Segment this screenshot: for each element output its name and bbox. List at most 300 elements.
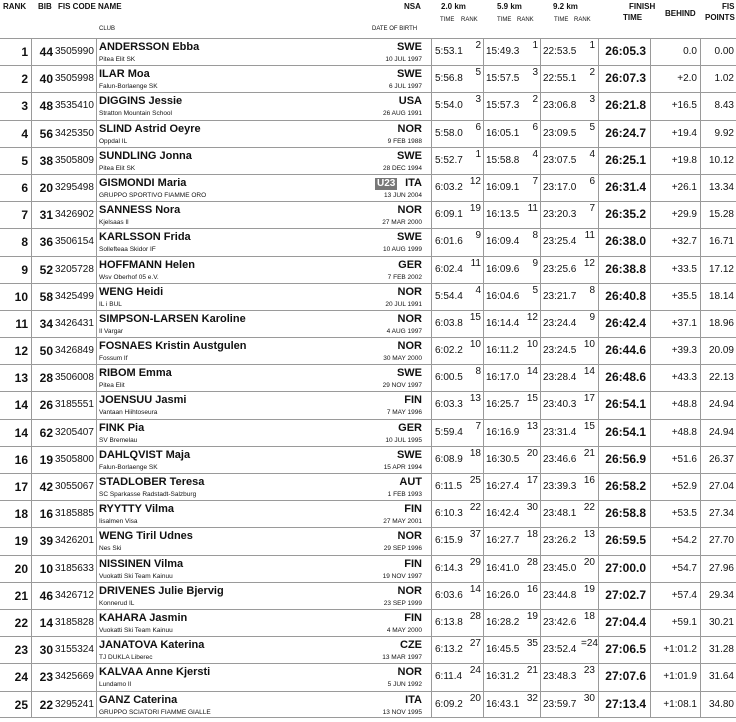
club-name: Vuokatti Ski Team Kainuu: [99, 572, 173, 580]
split1-rank: 19: [469, 203, 481, 215]
split2-rank: 1: [532, 40, 538, 51]
club-name: Fossum If: [99, 355, 128, 363]
fis-points: 17.12: [708, 263, 734, 275]
finish-time: 26:24.7: [605, 125, 646, 140]
fis-points: 30.21: [708, 616, 734, 628]
column-divider: [431, 93, 432, 119]
column-divider: [96, 474, 97, 500]
column-divider: [483, 39, 484, 65]
behind-value: +33.5: [671, 263, 697, 275]
split1-rank: 22: [469, 502, 481, 514]
column-divider: [700, 420, 701, 446]
split1-rank: 20: [469, 692, 481, 704]
split1-rank: 1: [475, 148, 481, 160]
split3-rank: 8: [589, 284, 595, 296]
u23-badge: U23: [377, 177, 396, 189]
athlete-name: SUNDLING Jonna: [99, 149, 192, 162]
rank-cell: 17: [0, 474, 32, 500]
split2-rank: 11: [527, 203, 538, 215]
column-divider: [96, 447, 97, 473]
athlete-name: DIGGINS Jessie: [99, 95, 183, 108]
split2-time: 16:04.6: [486, 290, 520, 302]
split2-rank: 5: [532, 284, 538, 296]
column-divider: [540, 121, 541, 147]
nsa-code: ITA: [405, 176, 422, 189]
split3-rank: 6: [589, 175, 595, 187]
split3-rank: 5: [589, 121, 595, 133]
date-of-birth: 15 APR 1994: [383, 463, 422, 471]
column-divider: [96, 175, 97, 201]
athlete-name: WENG Tiril Udnes: [99, 530, 193, 543]
rank-cell: 18: [0, 501, 32, 527]
table-row: [0, 310, 736, 337]
split2-time: 16:09.6: [486, 263, 520, 275]
fis-points: 20.09: [708, 345, 734, 357]
column-divider: [431, 474, 432, 500]
column-divider: [483, 583, 484, 609]
table-row: [0, 473, 736, 500]
athlete-name: FINK Pia: [99, 421, 145, 434]
column-divider: [431, 583, 432, 609]
split2-rank: 19: [526, 610, 538, 622]
column-divider: [700, 229, 701, 255]
column-divider: [431, 284, 432, 310]
split2-time: 16:41.0: [486, 562, 520, 574]
split2-time: 16:14.4: [486, 317, 520, 329]
club-header: CLUB: [99, 26, 116, 32]
column-divider: [540, 338, 541, 364]
fis-code-cell: 3205728: [55, 263, 94, 275]
split1-time: 6:11.4: [435, 671, 463, 683]
rank-header: RANK: [3, 2, 27, 11]
rank-cell: 6: [0, 175, 32, 201]
column-divider: [96, 338, 97, 364]
split1-rank: 37: [469, 529, 481, 541]
column-divider: [598, 420, 599, 446]
rank-cell: 13: [0, 365, 32, 391]
split1-time: 6:14.3: [435, 562, 463, 574]
behind-value: +53.5: [671, 508, 697, 520]
athlete-name: NISSINEN Vilma: [99, 557, 184, 570]
split1-time: 6:08.9: [435, 453, 463, 465]
date-of-birth: 30 MAY 2000: [383, 355, 422, 363]
date-of-birth: 27 MAR 2000: [382, 219, 422, 227]
date-of-birth: 23 SEP 1999: [383, 599, 422, 607]
finish-time: 26:54.1: [605, 424, 646, 439]
fis-points: 24.94: [708, 399, 734, 411]
column-divider: [650, 610, 651, 636]
fis-code-cell: 3505998: [55, 73, 94, 85]
column-divider: [431, 229, 432, 255]
nsa-code: FIN: [404, 503, 422, 516]
split3-time: 23:09.5: [543, 127, 577, 139]
split1-rank: 18: [469, 447, 481, 459]
column-divider: [650, 692, 651, 717]
fis-points: 13.34: [708, 181, 734, 193]
split3-rank: 17: [583, 393, 595, 405]
nsa-code: NOR: [397, 340, 422, 353]
table-row: [0, 391, 736, 418]
nsa-code: GER: [398, 258, 422, 271]
fis-points: 18.96: [708, 317, 734, 329]
date-of-birth: 20 JUL 1991: [385, 300, 422, 308]
split2-time: 15:58.8: [486, 154, 520, 166]
split2-time: 16:13.5: [486, 209, 520, 221]
column-divider: [483, 338, 484, 364]
fis-code-cell: 3185885: [55, 508, 94, 520]
column-divider: [483, 148, 484, 174]
fis-code-cell: 3506008: [55, 372, 94, 384]
athlete-name: RIBOM Emma: [99, 367, 172, 380]
column-divider: [598, 610, 599, 636]
column-divider: [431, 392, 432, 418]
results-table: [0, 38, 736, 718]
finish-time: 26:21.8: [605, 98, 646, 113]
split2-time: 16:25.7: [486, 399, 520, 411]
column-divider: [483, 664, 484, 690]
table-row: [0, 609, 736, 636]
split1-time: 6:02.4: [435, 263, 463, 275]
split1-rank: 25: [469, 475, 481, 486]
split2-rank: 16: [526, 583, 538, 595]
fis-points: 27.34: [708, 508, 734, 520]
column-divider: [431, 420, 432, 446]
column-divider: [598, 202, 599, 228]
nsa-code: FIN: [404, 394, 422, 407]
column-divider: [483, 692, 484, 717]
nsa-code: CZE: [400, 639, 422, 652]
fis-code-cell: 3535410: [55, 100, 94, 112]
fis-code-cell: 3295241: [55, 698, 94, 710]
split1-rank: 10: [469, 339, 481, 351]
athlete-name: KARLSSON Frida: [99, 231, 191, 244]
club-name: Vantaan Hiihtoseura: [99, 409, 158, 417]
table-row: [0, 337, 736, 364]
club-name: Pitea Elit SK: [99, 56, 136, 63]
rank-cell: 7: [0, 202, 32, 228]
rank-cell: 12: [0, 338, 32, 364]
column-divider: [700, 556, 701, 582]
column-divider: [96, 420, 97, 446]
column-divider: [96, 257, 97, 283]
column-divider: [598, 692, 599, 717]
column-divider: [598, 311, 599, 337]
behind-value: +1:08.1: [663, 698, 697, 710]
column-divider: [96, 148, 97, 174]
split3-time: 23:40.3: [543, 399, 577, 411]
date-of-birth: 10 AUG 1999: [382, 246, 422, 254]
rank-cell: 21: [0, 583, 32, 609]
split2-rank: 8: [532, 230, 538, 242]
nsa-code: SWE: [396, 41, 422, 53]
date-of-birth: 26 AUG 1991: [382, 110, 422, 118]
fis-points: 31.28: [708, 644, 734, 656]
fis-code-cell: 3295498: [55, 181, 94, 193]
column-divider: [96, 365, 97, 391]
athlete-name: KAHARA Jasmin: [99, 611, 188, 624]
column-divider: [96, 202, 97, 228]
table-row: [0, 663, 736, 690]
column-divider: [598, 257, 599, 283]
date-of-birth: 28 DEC 1994: [382, 164, 422, 172]
fis-code-cell: 3185828: [55, 616, 94, 628]
split2-rank: 14: [526, 366, 538, 378]
club-name: Pitea Elit: [99, 382, 125, 390]
split3-time-label: TIME: [554, 17, 569, 23]
behind-value: +32.7: [671, 236, 697, 248]
fis-code-cell: 3426849: [55, 345, 94, 357]
nsa-code: AUT: [399, 476, 422, 488]
split2-rank: 7: [532, 175, 538, 187]
column-divider: [598, 664, 599, 690]
column-divider: [700, 501, 701, 527]
nsa-code: GER: [398, 421, 422, 434]
behind-value: +51.6: [671, 453, 697, 465]
column-divider: [540, 311, 541, 337]
column-divider: [431, 528, 432, 554]
column-divider: [700, 474, 701, 500]
column-divider: [540, 175, 541, 201]
split3-time: 23:46.6: [543, 453, 577, 465]
split1-time: 6:03.3: [435, 399, 463, 411]
split3-time: 22:53.5: [543, 46, 577, 57]
bib-cell: 44: [39, 45, 53, 59]
split1-rank: 11: [470, 257, 481, 269]
athlete-name: GISMONDI Maria: [99, 176, 187, 189]
split2-time: 16:17.0: [486, 372, 520, 384]
athlete-name: STADLOBER Teresa: [99, 476, 205, 488]
column-divider: [650, 447, 651, 473]
split2-rank: 4: [532, 148, 538, 160]
split3-rank: 20: [583, 556, 595, 568]
split3-time: 23:20.3: [543, 209, 577, 221]
column-divider: [700, 664, 701, 690]
split1-time: 6:03.6: [435, 589, 463, 601]
finish-time: 27:07.6: [605, 669, 646, 684]
column-divider: [483, 420, 484, 446]
fis-points: 34.80: [708, 698, 734, 710]
club-name: Sollefteaa Skidor IF: [99, 246, 156, 254]
split3-time: 23:44.8: [543, 589, 577, 601]
split3-rank: 4: [589, 148, 595, 160]
behind-value: +48.8: [671, 399, 697, 411]
rank-cell: 25: [0, 692, 32, 717]
column-divider: [540, 93, 541, 119]
club-name: Oppdal IL: [99, 137, 128, 145]
column-divider: [483, 528, 484, 554]
split3-rank: 14: [583, 366, 595, 378]
column-divider: [431, 338, 432, 364]
column-divider: [431, 66, 432, 92]
fis-points: 9.92: [714, 127, 734, 139]
nsa-code: FIN: [404, 557, 422, 570]
fis-points: 0.00: [714, 46, 734, 57]
finish-time: 26:05.3: [605, 44, 646, 58]
column-divider: [598, 284, 599, 310]
nsa-code: USA: [398, 95, 422, 108]
fis-code-cell: 3426431: [55, 317, 94, 329]
column-divider: [483, 93, 484, 119]
date-of-birth: 29 SEP 1996: [383, 545, 422, 553]
split3-rank: 7: [589, 203, 595, 215]
date-of-birth: 5 JUN 1992: [387, 681, 422, 689]
split1-rank: 3: [475, 94, 481, 106]
column-divider: [700, 148, 701, 174]
split1-time: 6:03.2: [435, 181, 463, 193]
split3-time: 23:45.0: [543, 562, 577, 574]
column-divider: [96, 311, 97, 337]
fis-points: 16.71: [708, 236, 734, 248]
split2-time-label: TIME: [497, 17, 512, 23]
column-divider: [650, 501, 651, 527]
finish-time: 26:42.4: [605, 315, 646, 330]
rank-cell: 14: [0, 392, 32, 418]
column-divider: [650, 148, 651, 174]
finish-header-1: FINISH: [629, 2, 656, 11]
bib-cell: 48: [39, 99, 53, 114]
bib-header: BIB: [38, 2, 52, 11]
rank-cell: 16: [0, 447, 32, 473]
column-divider: [540, 284, 541, 310]
split3-time: 23:24.5: [543, 345, 577, 357]
nsa-code: SWE: [396, 68, 422, 81]
club-name: Il Vargar: [99, 327, 124, 335]
split3-rank: 13: [583, 529, 595, 541]
behind-value: +29.9: [671, 209, 697, 221]
split3-rank: 12: [583, 257, 595, 269]
behind-value: +37.1: [671, 317, 697, 329]
column-divider: [483, 556, 484, 582]
column-divider: [483, 447, 484, 473]
nsa-code: ITA: [405, 693, 422, 706]
fis-points: 15.28: [708, 209, 734, 221]
club-name: IL i BUL: [99, 300, 122, 308]
split3-time: 23:31.4: [543, 426, 577, 438]
date-of-birth: 27 MAY 2001: [383, 518, 422, 526]
split3-rank: 23: [583, 665, 595, 677]
split1-time: 6:13.2: [435, 644, 463, 656]
column-divider: [700, 284, 701, 310]
split2-rank: 21: [526, 665, 538, 677]
split1-time: 6:10.3: [435, 508, 463, 520]
column-divider: [96, 284, 97, 310]
nsa-code: SWE: [396, 367, 422, 380]
column-divider: [483, 365, 484, 391]
column-divider: [598, 93, 599, 119]
column-divider: [540, 229, 541, 255]
column-divider: [650, 637, 651, 663]
column-divider: [483, 257, 484, 283]
bib-cell: 14: [39, 615, 53, 630]
column-divider: [431, 148, 432, 174]
fis-points: 1.02: [714, 73, 734, 85]
column-divider: [700, 392, 701, 418]
column-divider: [540, 39, 541, 65]
fis-code-cell: 3155324: [55, 644, 94, 656]
column-divider: [598, 392, 599, 418]
column-divider: [700, 202, 701, 228]
athlete-name: RYYTTY Vilma: [99, 503, 174, 516]
fis-code-cell: 3055067: [55, 481, 94, 492]
finish-time: 27:06.5: [605, 642, 646, 657]
date-of-birth: 4 MAY 2000: [386, 626, 422, 634]
athlete-name: DRIVENES Julie Bjervig: [99, 584, 224, 597]
split1-rank: 27: [469, 638, 481, 650]
finish-header-2: TIME: [623, 13, 643, 22]
split1-header: 2.0 km: [441, 2, 466, 11]
bib-cell: 30: [39, 643, 53, 658]
bib-cell: 58: [39, 289, 53, 304]
split1-rank: 9: [475, 230, 481, 242]
column-divider: [483, 66, 484, 92]
split3-time: 23:17.0: [543, 181, 577, 193]
split2-time: 16:42.4: [486, 508, 520, 520]
finish-time: 26:25.1: [605, 152, 646, 167]
date-of-birth: 19 NOV 1997: [382, 572, 422, 580]
rank-cell: 5: [0, 148, 32, 174]
table-row: [0, 283, 736, 310]
behind-value: +59.1: [671, 616, 697, 628]
table-row: [0, 446, 736, 473]
column-divider: [650, 229, 651, 255]
nsa-code: FIN: [404, 611, 422, 624]
bib-cell: 26: [39, 398, 53, 413]
column-divider: [700, 610, 701, 636]
split3-rank: 11: [584, 230, 595, 242]
nsa-code: NOR: [397, 285, 422, 298]
athlete-name: JANATOVA Katerina: [99, 639, 205, 652]
bib-cell: 42: [39, 480, 53, 494]
column-divider: [540, 501, 541, 527]
table-row: [0, 500, 736, 527]
fis-code-cell: 3426902: [55, 209, 94, 221]
fis-header-1: FIS: [722, 2, 735, 11]
behind-value: +39.3: [671, 345, 697, 357]
column-divider: [598, 66, 599, 92]
finish-time: 26:58.8: [605, 506, 646, 521]
column-divider: [483, 311, 484, 337]
split1-time: 5:54.4: [435, 290, 463, 302]
athlete-name: ILAR Moa: [99, 68, 150, 81]
behind-value: +1:01.2: [663, 644, 697, 656]
fis-points: 26.37: [708, 453, 734, 465]
bib-cell: 40: [39, 72, 53, 87]
column-divider: [700, 175, 701, 201]
column-divider: [650, 257, 651, 283]
column-divider: [700, 121, 701, 147]
column-divider: [483, 175, 484, 201]
column-divider: [650, 66, 651, 92]
split1-rank: 28: [469, 610, 481, 622]
split3-time: 23:07.5: [543, 154, 577, 166]
club-name: Falun-Borlaenge SK: [99, 463, 158, 471]
split1-time: 6:01.6: [435, 236, 463, 248]
fis-points: 22.13: [708, 372, 734, 384]
nsa-code: NOR: [397, 666, 422, 679]
split1-time: 5:59.4: [435, 426, 463, 438]
split1-rank: 14: [469, 583, 481, 595]
split3-rank: 3: [589, 94, 595, 106]
split3-rank: 16: [583, 475, 595, 486]
table-row: [0, 174, 736, 201]
finish-time: 27:02.7: [605, 587, 646, 602]
behind-value: +2.0: [677, 73, 697, 85]
column-divider: [431, 311, 432, 337]
finish-time: 26:54.1: [605, 397, 646, 412]
finish-time: 26:38.0: [605, 234, 646, 249]
column-divider: [650, 338, 651, 364]
finish-time: 26:48.6: [605, 370, 646, 385]
